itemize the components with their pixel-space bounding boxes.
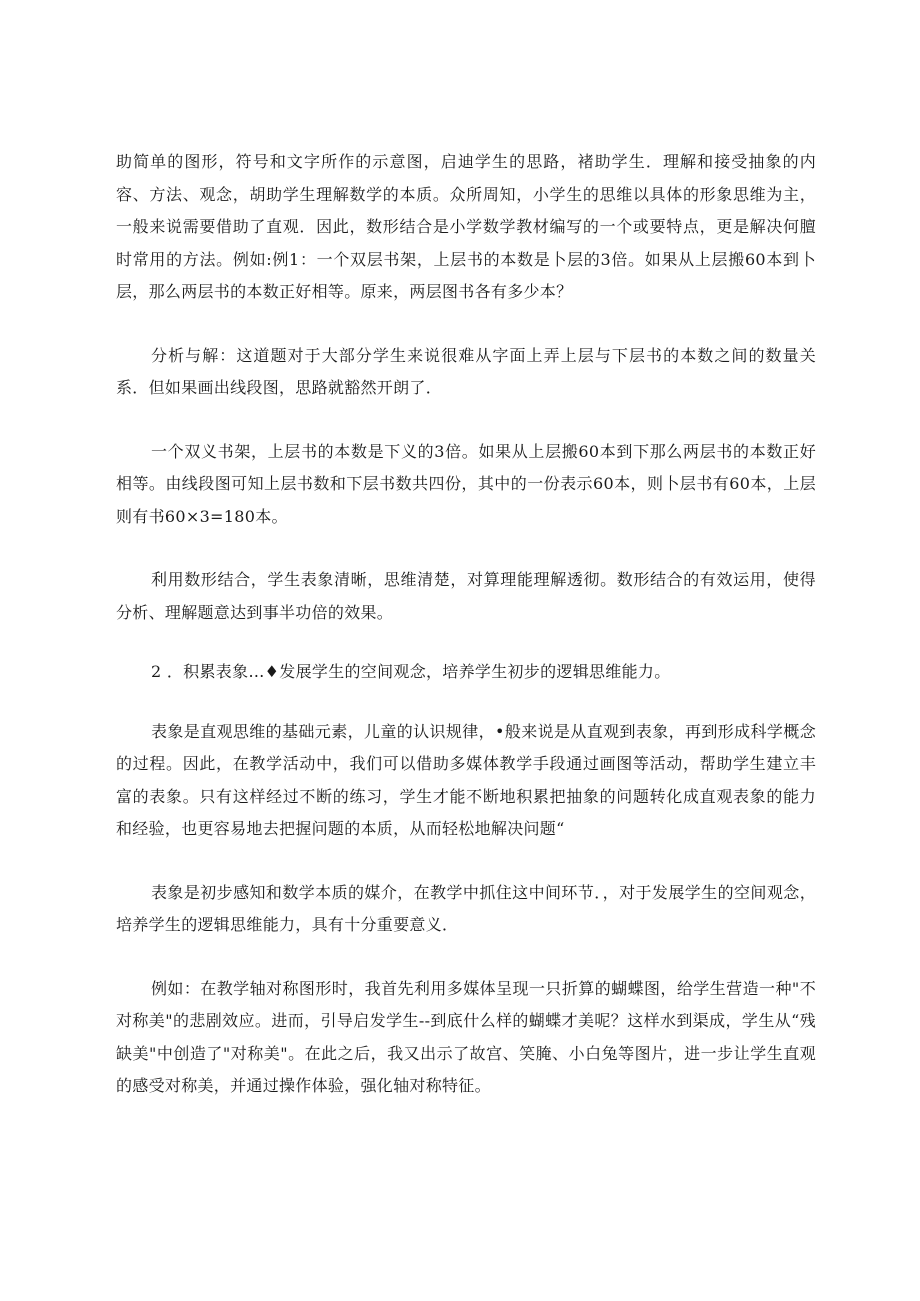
paragraph-solution: 一个双义书架，上层书的本数是下义的3倍。如果从上层搬60本到下那么两层书的本数正好相等。由线段图可知上层书数和下层书数共四份，其中的一份表示60本，则卜层书有60本，上层则有书60×3=180本。	[116, 441, 816, 526]
paragraph-example: 例如：在教学轴对称图形时，我首先利用多媒体呈现一只折算的蝴蝶图，给学生营造一种"不对称美"的悲剧效应。进而，引导启发学生--到底什么样的蝴蝶才美呢？这样水到渠成，学生从“残缺美"中创造了"对称美"。在此之后，我又出示了故宫、笑腌、小白兔等图片，进一步让学生直观的感受对称美，并通过操作体验，强化轴对称特征。	[116, 978, 816, 1095]
paragraph-representation: 表象是直观思维的基础元素，儿童的认识规律，•般来说是从直观到表象，再到形成科学概念的过程。因此，在教学活动中，我们可以借助多媒体教学手段通过画图等活动，帮助学生建立丰富的表象。只有这样经过不断的练习，学生才能不断地积累把抽象的问题转化成直观表象的能力和经验，也更容易地去把握问题的本质，从而轻松地解决问题“	[116, 721, 816, 838]
paragraph-analysis: 分析与解：这道题对于大部分学生来说很难从字面上弄上层与下层书的本数之间的数量关系．但如果画出线段图，思路就豁然开朗了．	[116, 345, 816, 397]
section-heading: 2 ．积累表象…♦发展学生的空间观念，培养学生初步的逻辑思维能力。	[151, 662, 671, 681]
document-body	[116, 146, 816, 1103]
paragraph-summary: 利用数形结合，学生表象清晰，思维清楚，对算理能理解透彻。数形结合的有效运用，使得分析、理解题意达到事半功倍的效果。	[116, 570, 816, 622]
paragraph-continuation: 助简单的图形，符号和文字所作的示意图，启迪学生的思路，褚助学生．理解和接受抽象的内容、方法、观念，胡助学生理解数学的本质。众所周知，小学生的思维以具体的形象思维为主，一般来说需要借助了直观．因此，数形结合是小学数学教材编写的一个或要特点，更是解决何膻时常用的方法。例如:例1：一个双层书架，上层书的本数是卜层的3倍。如果从上层搬60本到卜层，那么两层书的本数正好相等。原来，两层图书各有多少本？	[116, 152, 816, 301]
paragraph-medium: 表象是初步感知和数学本质的媒介，在教学中抓住这中间环节．，对于发展学生的空间观念，培养学生的逻辑思维能力，具有十分重要意义．	[116, 882, 816, 934]
